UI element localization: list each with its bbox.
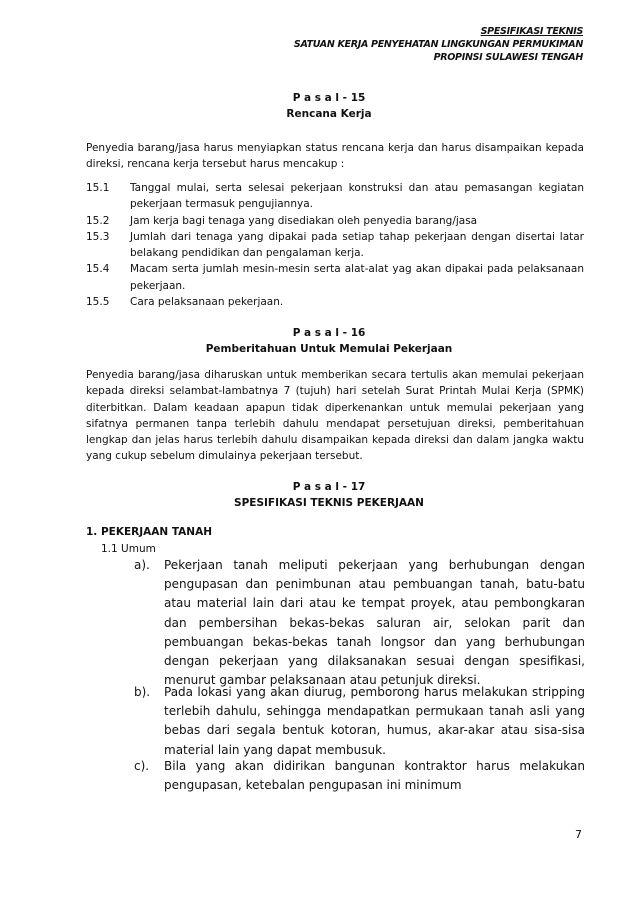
header-agency: SATUAN KERJA PENYEHATAN LINGKUNGAN PERMUKIMAN [293, 39, 583, 50]
list-item: 15.3 Jumlah dari tenaga yang dipakai pada setiap tahap pekerjaan dengan disertai latar belakang pendidikan dan pengalaman kerja. [86, 230, 584, 260]
pasal-15-list [86, 180, 584, 310]
header-province: PROPINSI SULAWESI TENGAH [433, 52, 583, 63]
pasal-17-title: SPESIFIKASI TEKNIS PEKERJAAN [234, 497, 424, 509]
pasal-16-body: Penyedia barang/jasa diharuskan untuk memberikan secara tertulis akan memulai pekerjaan kepada direksi selambat-lambatnya 7 (tujuh) hari setelah Surat Printah Mulai Kerja (SPMK) diterbitkan. Dalam keadaan apapun tidak diperkenankan untuk memulai pekerjaan yang sifatnya permanen tanpa terlebih dahulu mendapat persetujuan direksi, pemberitahuan lengkap dan jelas harus terlebih dahulu disampaikan kepada direksi dan dalam jangka waktu yang cukup sebelum dimulainya pekerjaan tersebut. [86, 369, 584, 463]
list-item: 15.1 Tanggal mulai, serta selesai pekerjaan konstruksi dan atau pemasangan kegiatan pekerjaan termasuk pengujiannya. [86, 182, 584, 211]
pasal-15-intro: Penyedia barang/jasa harus menyiapkan status rencana kerja dan harus disampaikan kepada direksi, rencana kerja tersebut harus mencakup : [86, 142, 584, 171]
pasal-15-title: Rencana Kerja [286, 108, 372, 120]
pasal-16-label: P a s a l - 16 [292, 327, 366, 339]
list-item: 15.2 Jam kerja bagi tenaga yang disediakan oleh penyedia barang/jasa [86, 214, 478, 227]
pasal-15-label: P a s a l - 15 [292, 92, 366, 104]
list-item: b). Pada lokasi yang akan diurug, pemborong harus melakukan stripping terlebih dahulu, sehingga mendapatkan permukaan tanah asli yang bebas dari segala bentuk kotoran, humus, akar-akar atau sisa-sisa material lain yang dapat membusuk. [134, 685, 585, 757]
pasal-17-label: P a s a l - 17 [292, 481, 366, 493]
list-item: c). Bila yang akan didirikan bangunan kontraktor harus melakukan pengupasan, ketebalan pengupasan ini minimum [134, 759, 585, 793]
list-item: 15.4 Macam serta jumlah mesin-mesin serta alat-alat yag akan dipakai pada pelaksanaan pekerjaan. [86, 263, 584, 292]
list-item: a). Pekerjaan tanah meliputi pekerjaan yang berhubungan dengan pengupasan dan penimbunan atau pembuangan tanah, batu-batu atau material lain dari atau ke tempat proyek, atau pembongkaran dan pembersihan bekas-bekas saluran air, selokan parit dan pembuangan bekas-bekas tanah longsor dan yang berhubungan dengan pekerjaan yang dilaksanakan sesuai dengan spesifikasi, menurut gambar pelaksanaan atau petunjuk direksi. [134, 558, 585, 688]
subsection-heading: 1.1 Umum [101, 543, 156, 555]
list-item: 15.5 Cara pelaksanaan pekerjaan. [86, 296, 284, 309]
header-title: SPESIFIKASI TEKNIS [480, 26, 583, 37]
page-number: 7 [575, 828, 582, 841]
section-heading: 1. PEKERJAAN TANAH [86, 526, 212, 538]
pasal-16-title: Pemberitahuan Untuk Memulai Pekerjaan [205, 343, 453, 355]
